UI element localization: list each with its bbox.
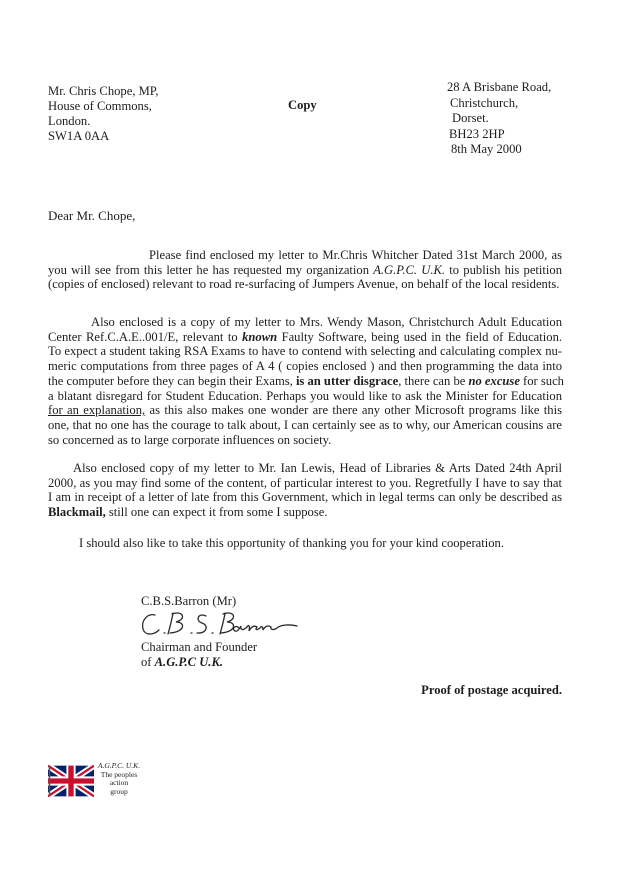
recipient-line: Mr. Chris Chope, MP, — [48, 84, 159, 98]
recipient-line: London. — [48, 114, 91, 128]
text-line: 2000, as you may find some of the content, of particular interest to you. Regretfully I have to say that — [48, 475, 562, 490]
sender-line: Christchurch, — [450, 95, 519, 110]
text-line: I am in receipt of a letter of late from this Government, which in legal terms can only be described as — [48, 490, 562, 505]
signer-name: C.B.S.Barron (Mr) — [141, 594, 237, 608]
letter-date: 8th May 2000 — [451, 142, 522, 156]
recipient-address — [48, 84, 159, 144]
text-line: Also enclosed is a copy of my letter to Mrs. Wendy Mason, Christchurch Adult Education — [91, 315, 562, 329]
text-line: so concerned as to large corporate influences on society. — [48, 432, 332, 447]
salutation: Dear Mr. Chope, — [48, 208, 136, 223]
signer-title: Chairman and Founder — [141, 639, 258, 654]
handwritten-signature — [141, 610, 257, 640]
org-name: A.G.P.C. U.K. — [373, 262, 446, 277]
closing-line: I should also like to take this opportunity of thanking you for your kind cooperation. — [79, 536, 504, 550]
sender-address — [447, 80, 551, 158]
text-line: (copies of enclosed) relevant to road re-surfacing of Jumpers Avenue, on behalf of the local residents. — [48, 277, 560, 292]
logo-caption — [95, 762, 143, 796]
logo-org: A.G.P.C. U.K. — [97, 761, 141, 770]
text-line: you will see from this letter he has requested my organization A.G.P.C. U.K. to publish his petition — [48, 262, 562, 277]
text-line: for an explanation, as this also makes one wonder are there any other Microsoft programs like this — [48, 403, 562, 418]
logo-tagline: group — [110, 786, 128, 796]
postage-note: Proof of postage acquired. — [421, 683, 562, 697]
sender-line: BH23 2HP — [449, 126, 505, 141]
copy-label: Copy — [288, 98, 317, 112]
text-line: Blackmail, still one can expect it from some I suppose. — [48, 505, 328, 520]
signer-org: of A.G.P.C U.K. — [141, 655, 223, 669]
text-line: the computer before they can begin their Exams, is an utter disgrace, there can be no excuse for such — [48, 373, 564, 388]
logo-tagline: The peoples action — [100, 769, 138, 787]
text-line: one, that no one has the courage to talk about, I can certainly see as to why, our American cousins are — [48, 417, 562, 432]
paragraph-3 — [48, 461, 562, 520]
text-line: a blatant disregard for Student Education. Perhaps you would like to ask the Minister for Education — [48, 388, 562, 403]
signature-block — [141, 594, 257, 671]
text-line: meric computations from three pages of A 4 ( copies enclosed ) and then programming the data into — [48, 359, 562, 374]
text-line: Please find enclosed my letter to Mr.Chris Whitcher Dated 31st March 2000, as — [149, 248, 562, 262]
text-line: To expect a student taking RSA Exams to have to contend with selecting and calculating complex nu- — [48, 344, 562, 359]
sender-line: 28 A Brisbane Road, — [447, 80, 552, 94]
text-line: Center Ref.C.A.E..001/E, relevant to known Faulty Software, being used in the field of Education. — [48, 329, 563, 344]
recipient-line: House of Commons, — [48, 99, 152, 113]
recipient-line: SW1A 0AA — [48, 129, 110, 143]
paragraph-2 — [48, 315, 562, 447]
sender-line: Dorset. — [452, 111, 489, 125]
paragraph-1 — [48, 248, 562, 292]
union-flag-logo — [48, 764, 94, 798]
text-line: Also enclosed copy of my letter to Mr. Ian Lewis, Head of Libraries & Arts Dated 24th April — [73, 461, 562, 475]
